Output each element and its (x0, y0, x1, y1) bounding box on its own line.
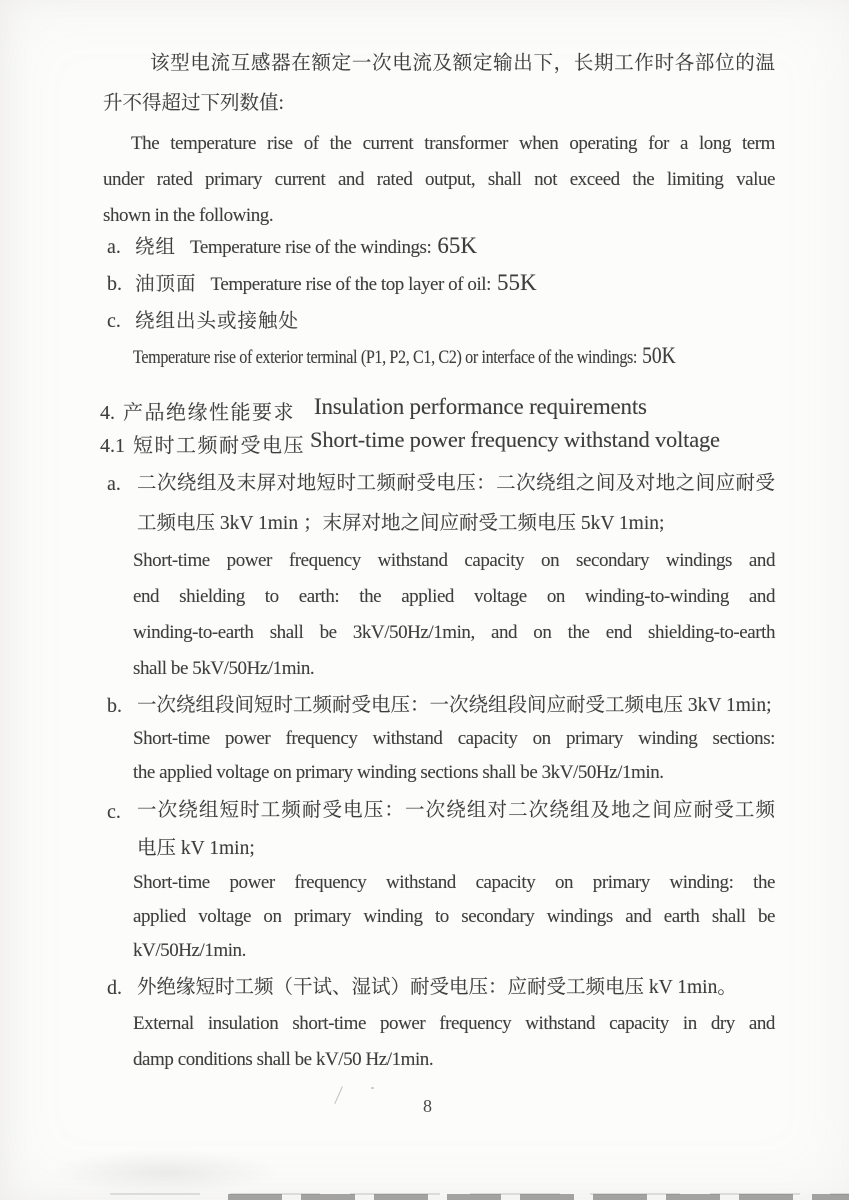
intro-en-line: The temperature rise of the current transformer when operating for a long term (131, 133, 775, 154)
withstand-en-line: Short-time power frequency withstand capacity on secondary windings and (133, 550, 775, 571)
scan-artifact-smudge (50, 1150, 280, 1195)
section-title-zh: 产品绝缘性能要求 (123, 402, 295, 424)
withstand-en-line: kV/50Hz/1min. (133, 940, 246, 961)
section-4-1-heading (100, 427, 720, 458)
intro-paragraph-en (103, 126, 775, 234)
withstand-item-c-en (133, 866, 775, 968)
withstand-item-a-en (133, 543, 775, 687)
withstand-zh-line: 一次绕组段间短时工频耐受电压：一次绕组段间应耐受工频电压 3kV 1min; (137, 695, 772, 716)
list-marker: a. (107, 473, 121, 495)
temp-limit-value: 50K (642, 343, 676, 368)
section-4-heading (100, 394, 647, 425)
temp-limit-zh: 绕组出头或接触处 (135, 311, 300, 332)
intro-zh-line: 该型电流互感器在额定一次电流及额定输出下，长期工作时各部位的温 (150, 53, 775, 74)
withstand-en-line: Short-time power frequency withstand capacity on primary winding: the (133, 872, 775, 893)
temp-limit-zh: 绕组 (135, 237, 177, 258)
temp-limit-item-b (107, 268, 537, 296)
intro-en-line: under rated primary current and rated output, shall not exceed the limiting value (103, 169, 775, 190)
temp-limit-item-c (107, 305, 299, 333)
temp-limit-zh: 油顶面 (135, 274, 197, 295)
intro-zh-line: 升不得超过下列数值: (103, 93, 284, 114)
list-marker: d. (107, 977, 122, 999)
withstand-en-line: shall be 5kV/50Hz/1min. (133, 658, 315, 679)
temp-limit-item-c-en (133, 343, 676, 369)
intro-en-line: shown in the following. (103, 205, 274, 226)
withstand-en-line: damp conditions shall be kV/50 Hz/1min. (133, 1049, 434, 1070)
temp-limit-value: 55K (496, 270, 537, 295)
withstand-en-line: Short-time power frequency withstand capacity on primary winding sections: (133, 728, 775, 749)
intro-paragraph-zh (103, 44, 775, 124)
withstand-item-b-zh (137, 686, 775, 726)
withstand-zh-line: 工频电压 3kV 1min ；末屏对地之间应耐受工频电压 5kV 1min; (137, 513, 665, 534)
temp-limit-en: Temperature rise of the top layer of oil: (210, 274, 491, 295)
withstand-zh-line: 一次绕组短时工频耐受电压：一次绕组对二次绕组及地之间应耐受工频 (137, 800, 775, 821)
section-number: 4. (100, 402, 115, 424)
section-title-en: Short-time power frequency withstand voltage (310, 427, 720, 452)
withstand-en-line: applied voltage on primary winding to secondary windings and earth shall be (133, 906, 775, 927)
list-marker: b. (107, 695, 122, 717)
withstand-en-line: end shielding to earth: the applied voltage on winding-to-winding and (133, 586, 775, 607)
withstand-item-a-zh (137, 464, 775, 544)
temp-limit-value: 65K (437, 233, 477, 258)
withstand-en-line: the applied voltage on primary winding sections shall be 3kV/50Hz/1min. (133, 762, 664, 783)
section-number: 4.1 (100, 435, 125, 457)
list-marker: c. (107, 801, 121, 823)
scan-edge-dashes (228, 1194, 849, 1200)
withstand-en-line: winding-to-earth shall be 3kV/50Hz/1min, and on the end shielding-to-earth (133, 622, 775, 643)
list-marker: a. (107, 236, 121, 258)
list-marker: c. (107, 310, 121, 332)
withstand-item-d-zh (137, 968, 775, 1008)
list-marker: b. (107, 273, 122, 295)
withstand-en-line: External insulation short-time power frequency withstand capacity in dry and (133, 1013, 775, 1034)
withstand-item-b-en (133, 722, 775, 790)
scan-artifact-dot (371, 1087, 374, 1089)
withstand-zh-line: 二次绕组及末屏对地短时工频耐受电压：二次绕组之间及对地之间应耐受 (137, 473, 775, 494)
scan-artifact-slash (334, 1086, 344, 1105)
withstand-item-d-en (133, 1006, 775, 1078)
page-number: 8 (423, 1096, 432, 1116)
withstand-zh-line: 电压 kV 1min; (137, 838, 255, 859)
temp-limit-en: Temperature rise of the windings: (190, 237, 432, 258)
section-title-zh: 短时工频耐受电压 (133, 435, 305, 457)
withstand-item-c-zh (137, 792, 775, 868)
temp-limit-en: Temperature rise of exterior terminal (P1, P2, C1, C2) or interface of the windings: (133, 347, 638, 368)
withstand-zh-line: 外绝缘短时工频（干试、湿试）耐受电压：应耐受工频电压 kV 1min。 (137, 977, 737, 998)
section-title-en: Insulation performance requirements (314, 394, 647, 419)
temp-limit-item-a (107, 231, 477, 259)
